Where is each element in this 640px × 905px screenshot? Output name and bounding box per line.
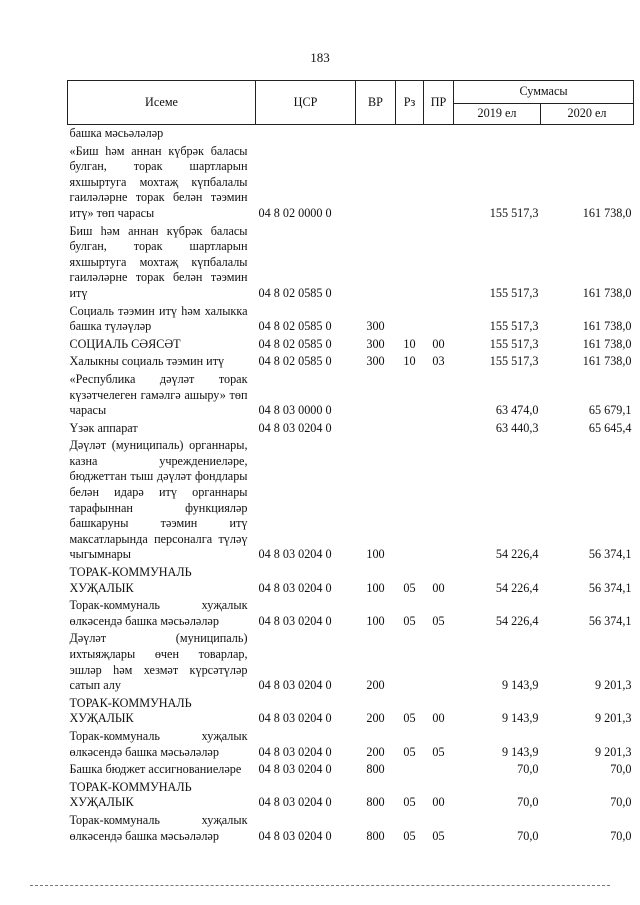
cell-pr: 00 [432,795,445,810]
cell-s2: 161 738,0 [582,205,632,220]
table-row [68,813,634,846]
table-row [68,372,634,421]
cell-s2 [541,125,634,144]
cell-csr [256,125,356,144]
cell-rz [396,421,424,439]
cell-s2: 56 374,1 [588,547,632,562]
cell-name: Дәүләт (муниципаль) органнары, казна учреждениеләре, бюджеттан тыш дәүләт фондлары белән идарә итү органнары тарафыннан функцияләр башкаруны тәэмин итү максатларында персоналга түләү чыгымнары [69,438,248,562]
cell-s1 [454,125,541,144]
header-csr: ЦСР [256,81,356,125]
cell-csr: 04 8 03 0204 0 [258,580,332,595]
cell-csr: 04 8 03 0204 0 [258,744,332,759]
cell-name: Башка бюджет ассигнованиеләре [69,762,242,777]
table-header [68,81,634,125]
cell-s1: 155 517,3 [489,319,539,334]
header-rz: Рз [396,81,424,125]
cell-pr: 05 [432,828,445,843]
cell-s1: 155 517,3 [489,285,539,300]
cell-name: Торак-коммуналь хуҗалык өлкәсендә башка мәсьәләләр [69,598,248,628]
cell-rz: 05 [403,580,416,595]
cell-vr: 100 [366,580,385,595]
cell-name: Торак-коммуналь хуҗалык өлкәсендә башка мәсьәләләр [69,812,248,843]
cell-rz [396,125,424,144]
footer-divider [30,885,610,886]
cell-rz: 05 [403,744,416,759]
cell-s1: 54 226,4 [495,547,539,562]
cell-vr: 300 [366,319,385,334]
cell-csr: 04 8 03 0204 0 [258,420,332,435]
cell-s1: 70,0 [517,828,539,843]
cell-vr: 300 [366,354,385,369]
cell-pr [424,421,454,439]
cell-rz: 05 [403,795,416,810]
cell-s2: 56 374,1 [588,613,632,628]
cell-rz: 05 [403,828,416,843]
cell-s1: 70,0 [517,795,539,810]
cell-name: Дәүләт (муниципаль) ихтыяҗлары өчен товарлар, эшләр һәм хезмәт күрсәтүләр сатып алу [69,631,248,693]
cell-vr [356,144,396,224]
cell-pr [424,144,454,224]
cell-rz: 05 [403,711,416,726]
table-row [68,696,634,729]
table-row [68,438,634,565]
cell-vr: 200 [366,744,385,759]
cell-csr: 04 8 03 0204 0 [258,762,332,777]
table-row [68,354,634,372]
cell-s2: 65 645,4 [588,420,632,435]
cell-rz: 10 [403,354,416,369]
cell-pr: 00 [432,711,445,726]
table-row [68,729,634,762]
cell-rz [396,224,424,304]
cell-vr: 800 [366,795,385,810]
cell-s1: 155 517,3 [489,354,539,369]
cell-s2: 65 679,1 [588,403,632,418]
cell-vr [356,224,396,304]
table-body [68,125,634,847]
cell-csr: 04 8 02 0585 0 [258,285,332,300]
cell-vr: 100 [366,547,385,562]
cell-name: ТОРАК-КОММУНАЛЬ ХУҖАЛЫК [69,695,192,726]
cell-s2: 70,0 [610,795,632,810]
cell-s1: 9 143,9 [501,744,539,759]
table-row [68,144,634,224]
cell-csr: 04 8 03 0204 0 [258,711,332,726]
cell-pr [424,125,454,144]
cell-csr: 04 8 02 0585 0 [258,336,332,351]
cell-s2: 9 201,3 [594,744,632,759]
cell-rz [396,438,424,565]
cell-name: СОЦИАЛЬ СӘЯСӘТ [69,336,181,351]
cell-s2: 161 738,0 [582,319,632,334]
cell-csr: 04 8 03 0204 0 [258,828,332,843]
cell-pr [424,762,454,780]
cell-pr: 00 [432,580,445,595]
cell-s1: 70,0 [517,762,539,777]
cell-csr: 04 8 03 0000 0 [258,403,332,418]
cell-name: Торак-коммуналь хуҗалык өлкәсендә башка мәсьәләләр [69,728,248,759]
cell-s2: 9 201,3 [594,711,632,726]
cell-pr: 05 [432,613,445,628]
cell-csr: 04 8 03 0204 0 [258,795,332,810]
cell-rz [396,144,424,224]
cell-name: Халыкны социаль тәэмин итү [69,354,225,369]
table-row [68,565,634,598]
cell-s2: 161 738,0 [582,285,632,300]
cell-name: Социаль тәэмин итү һәм халыкка башка түләүләр [69,303,248,334]
table-row [68,337,634,355]
cell-rz: 10 [403,336,416,351]
cell-s1: 54 226,4 [495,580,539,595]
cell-vr [356,125,396,144]
header-year-2020: 2020 ел [541,104,634,125]
cell-s2: 70,0 [610,828,632,843]
cell-pr [424,224,454,304]
cell-vr: 100 [366,613,385,628]
cell-s1: 54 226,4 [495,613,539,628]
table-row [68,598,634,631]
header-year-2019: 2019 ел [454,104,541,125]
cell-name: ТОРАК-КОММУНАЛЬ ХУҖАЛЫК [69,565,192,595]
header-sums: Суммасы [454,81,634,104]
cell-vr [356,421,396,439]
cell-name: ТОРАК-КОММУНАЛЬ ХУҖАЛЫК [69,779,192,810]
cell-s2: 70,0 [610,762,632,777]
cell-vr: 800 [366,762,385,777]
table-row [68,125,634,144]
cell-pr: 05 [432,744,445,759]
page-number: 183 [310,50,330,65]
cell-vr: 800 [366,828,385,843]
cell-csr: 04 8 02 0585 0 [258,319,332,334]
cell-pr: 00 [432,336,445,351]
table-row [68,780,634,813]
cell-csr: 04 8 03 0204 0 [258,678,332,693]
cell-s2: 161 738,0 [582,336,632,351]
cell-name: башка мәсьәләләр [69,126,164,140]
cell-s1: 9 143,9 [501,711,539,726]
cell-name: Биш һәм аннан күбрәк баласы булган, торак шартларын яхшыртуга мохтаҗ күпбалалы гаиләләрне торак белән тәэмин итү [69,223,248,300]
cell-name: Үзәк аппарат [69,420,138,435]
cell-csr: 04 8 02 0000 0 [258,205,332,220]
cell-s1: 155 517,3 [489,205,539,220]
table-row [68,631,634,695]
table-row [68,762,634,780]
cell-vr [356,372,396,421]
cell-vr: 200 [366,711,385,726]
cell-s2: 56 374,1 [588,580,632,595]
cell-vr: 300 [366,336,385,351]
cell-pr: 03 [432,354,445,369]
cell-name: «Республика дәүләт торак күзәтчелеген гамәлгә ашыру» төп чарасы [69,371,248,418]
cell-s1: 155 517,3 [489,336,539,351]
cell-s2: 161 738,0 [582,354,632,369]
cell-rz: 05 [403,613,416,628]
cell-vr: 200 [366,678,385,693]
cell-rz [396,372,424,421]
cell-s2: 9 201,3 [594,678,632,693]
header-vr: ВР [356,81,396,125]
cell-csr: 04 8 03 0204 0 [258,547,332,562]
cell-rz [396,304,424,337]
cell-csr: 04 8 03 0204 0 [258,613,332,628]
table-row [68,304,634,337]
cell-rz [396,762,424,780]
table-row [68,224,634,304]
cell-pr [424,372,454,421]
cell-pr [424,631,454,695]
budget-table [67,80,634,846]
header-pr: ПР [424,81,454,125]
cell-name: «Биш һәм аннан күбрәк баласы булган, торак шартларын яхшыртуга мохтаҗ күпбалалы гаиләләрне торак белән тәэмин итү» төп чарасы [69,143,248,220]
cell-s1: 63 440,3 [495,420,539,435]
table-row [68,421,634,439]
cell-s1: 9 143,9 [501,678,539,693]
header-name: Исеме [68,81,256,125]
cell-pr [424,438,454,565]
cell-rz [396,631,424,695]
cell-csr: 04 8 02 0585 0 [258,354,332,369]
cell-pr [424,304,454,337]
cell-s1: 63 474,0 [495,403,539,418]
